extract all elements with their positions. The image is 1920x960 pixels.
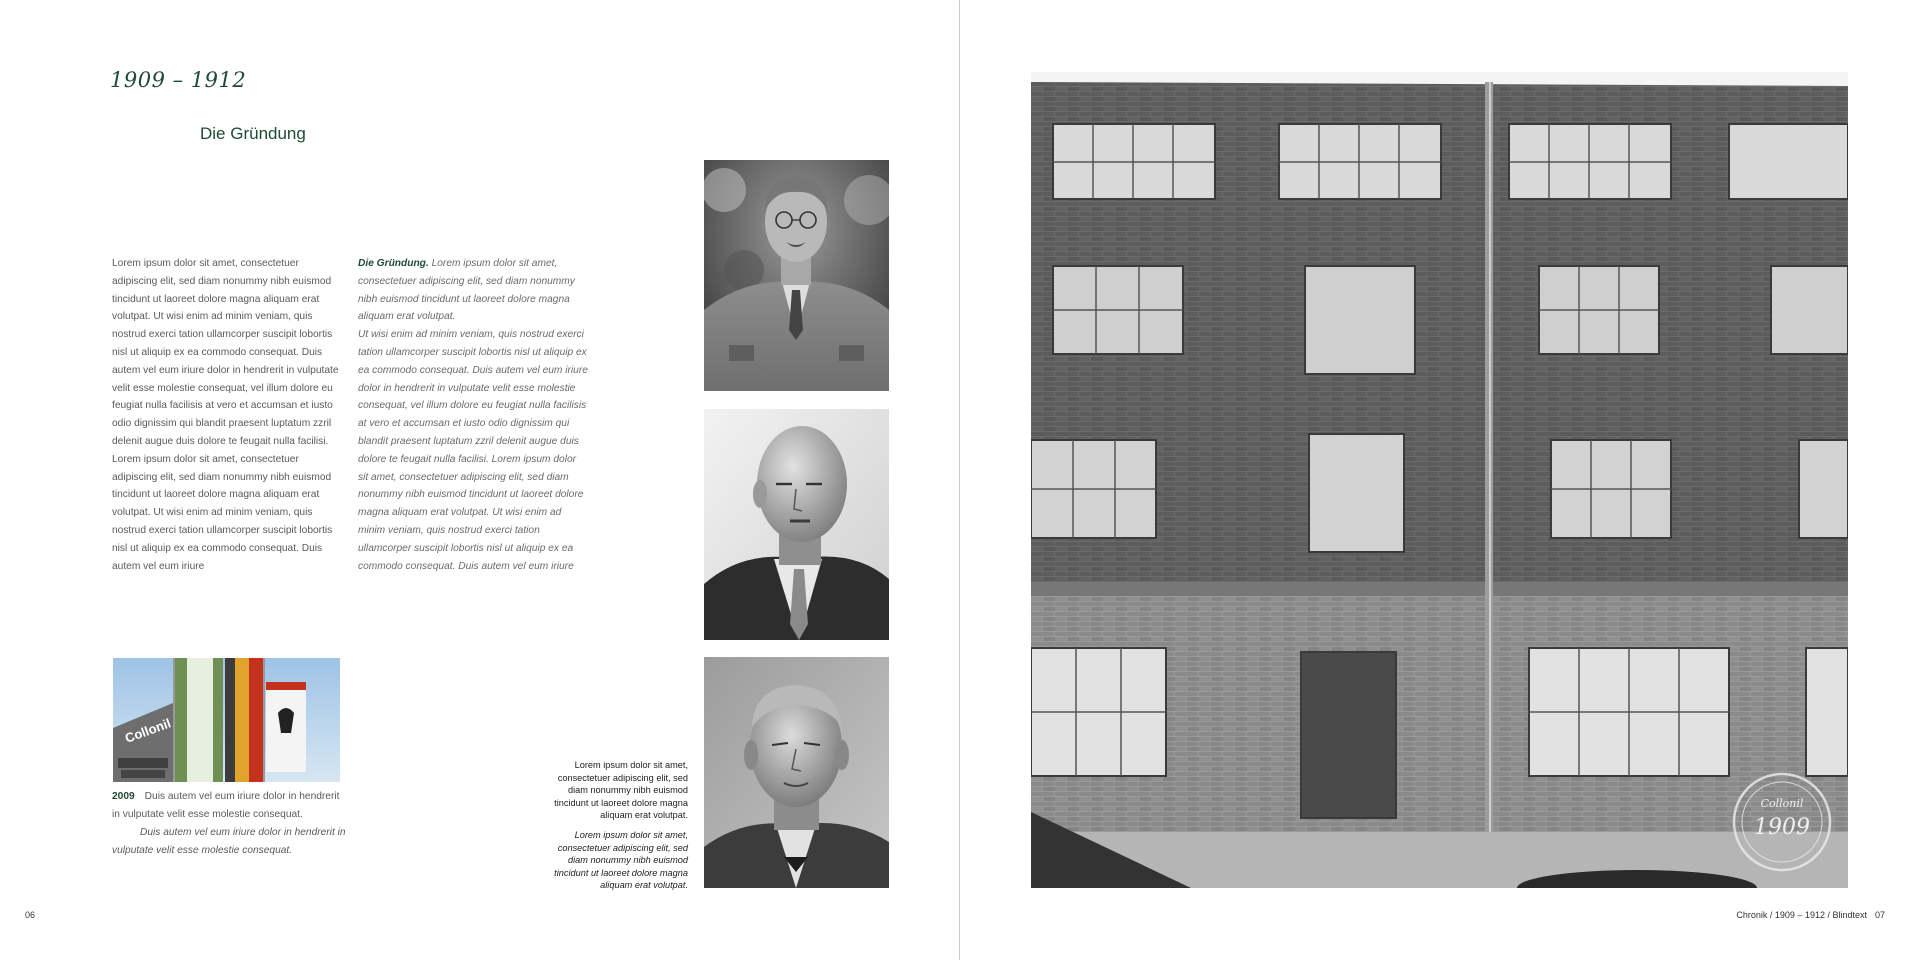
stamp-year: 1909	[1754, 815, 1810, 840]
caption-year: 2009	[112, 791, 135, 802]
portrait-photo-2	[704, 409, 889, 640]
caption-italic: Duis autem vel eum iriure dolor in hendrerit in vulputate velit esse molestie consequat.	[112, 827, 346, 856]
photo-caption	[112, 788, 347, 860]
chapter-title: Die Gründung	[200, 124, 306, 143]
body-column-1	[112, 255, 342, 575]
body-text-2a	[358, 255, 588, 326]
column-lead: Die Gründung.	[358, 258, 429, 269]
body-column-2	[358, 255, 588, 575]
building-sign-text: Collonil	[122, 715, 173, 746]
flags-photo	[113, 658, 340, 782]
portrait-caption-italic: Lorem ipsum dolor sit amet, consectetuer adipiscing elit, sed diam nonummy nibh euismod tincidunt ut laoreet dolore magna aliquam erat volutpat.	[554, 830, 688, 891]
running-footer: Chronik / 1909 – 1912 / Blindtext	[1736, 910, 1867, 920]
caption-text: Duis autem vel eum iriure dolor in hendrerit in vulputate velit esse molestie consequat.	[112, 791, 340, 820]
page-fold	[959, 0, 960, 960]
portrait-photo-1	[704, 160, 889, 391]
portrait-caption: Lorem ipsum dolor sit amet, consectetuer adipiscing elit, sed diam nonummy nibh euismod tincidunt ut laoreet dolore magna aliquam erat volutpat.	[554, 760, 688, 821]
stamp-brand: Collonil	[1760, 797, 1804, 810]
body-text-1: Lorem ipsum dolor sit amet, consectetuer adipiscing elit, sed diam nonummy nibh euismod tincidunt ut laoreet dolore magna aliquam erat volutpat. Ut wisi enim ad minim veniam, quis nostrud exerci tation ullamcorper suscipit lobortis nisl ut aliquip ex ea commodo consequat. Duis autem vel eum iriure dolor in hendrerit in vulputate velit esse molestie consequat, vel illum dolore eu feugiat nulla facilisis at vero et accumsan et iusto odio dignissim qui blandit praesent luptatum zzril delenit augue duis dolore te feugait nulla facilisi. Lorem ipsum dolor sit amet, consectetuer adipiscing elit, sed diam nonummy nibh euismod tincidunt ut laoreet dolore magna aliquam erat volutpat. Ut wisi enim ad minim veniam, quis nostrud exerci tation ullamcorper suscipit lobortis nisl ut aliquip ex ea commodo consequat. Duis autem vel eum iriure	[112, 258, 339, 572]
chapter-years: 1909 – 1912	[110, 68, 247, 92]
portrait-photo-3	[704, 657, 889, 888]
building-photo	[1031, 72, 1848, 888]
body-text-2b: Ut wisi enim ad minim veniam, quis nostrud exerci tation ullamcorper suscipit lobortis nisl ut aliquip ex ea commodo consequat. Duis autem vel eum iriure dolor in hendrerit in vulputate velit esse molestie consequat, vel illum dolore eu feugiat nulla facilisis at vero et accumsan et iusto odio dignissim qui blandit praesent luptatum zzril delenit augue duis dolore te feugait nulla facilisi. Lorem ipsum dolor sit amet, consectetuer adipiscing elit, sed diam nonummy nibh euismod tincidunt ut laoreet dolore magna aliquam erat volutpat. Ut wisi enim ad minim veniam, quis nostrud exerci tation ullamcorper suscipit lobortis nisl ut aliquip ex ea commodo consequat. Duis autem vel eum iriure	[358, 329, 588, 572]
page-number-left: 06	[25, 910, 36, 920]
folio-right	[1736, 910, 1885, 920]
column2-text: Lorem ipsum dolor sit amet, consectetuer adipiscing elit, sed diam nonummy nibh euismod tincidunt ut laoreet dolore magna aliquam erat volutpat.	[358, 258, 575, 323]
page-number-right: 07	[1874, 910, 1885, 920]
